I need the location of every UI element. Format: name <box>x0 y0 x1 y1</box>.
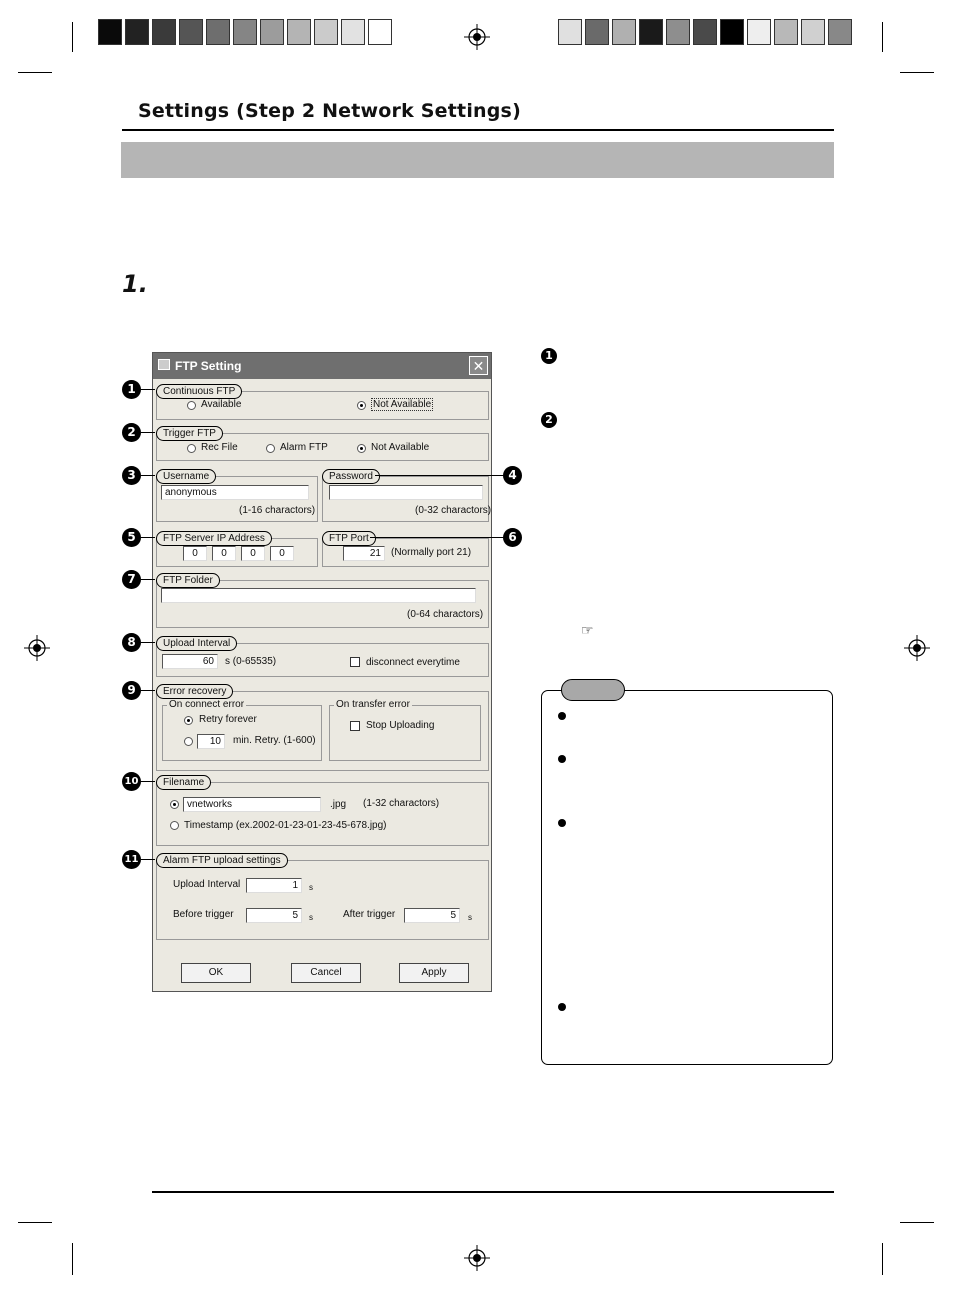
dialog-title: FTP Setting <box>175 359 242 373</box>
callout-9: 9 <box>122 681 141 700</box>
crop-mark <box>72 22 73 52</box>
color-swatch <box>233 19 257 45</box>
ftp-port-label: FTP Port <box>322 531 376 546</box>
continuous-available-radio[interactable] <box>187 401 196 410</box>
retry-forever-radio[interactable] <box>184 716 193 725</box>
leader-line <box>141 389 155 390</box>
color-swatch <box>260 19 284 45</box>
close-button[interactable]: ✕ <box>469 356 488 375</box>
password-input[interactable] <box>329 485 483 500</box>
after-trigger-input[interactable]: 5 <box>404 908 460 923</box>
registration-mark-icon <box>24 635 50 661</box>
leader-line <box>141 432 155 433</box>
dialog-titlebar <box>153 353 491 379</box>
retry-minutes-radio[interactable] <box>184 737 193 746</box>
transfer-error-subgroup <box>329 705 481 761</box>
filename-custom-radio[interactable] <box>170 800 179 809</box>
callout-3: 3 <box>122 466 141 485</box>
ftp-folder-label: FTP Folder <box>156 573 220 588</box>
color-swatch <box>125 19 149 45</box>
color-swatch <box>206 19 230 45</box>
ftp-port-hint: (Normally port 21) <box>391 547 472 558</box>
alarm-upload-interval-label: Upload Interval <box>173 879 241 890</box>
filename-input[interactable]: vnetworks <box>183 797 321 812</box>
crop-mark <box>72 1243 73 1275</box>
disconnect-everytime-label: disconnect everytime <box>366 657 460 668</box>
color-swatch <box>666 19 690 45</box>
callout-10: 10 <box>122 772 141 791</box>
bullet-icon <box>558 755 566 763</box>
callout-11: 11 <box>122 850 141 869</box>
leader-line <box>141 690 155 691</box>
ip-octet-3[interactable]: 0 <box>241 546 265 561</box>
crop-mark <box>882 1243 883 1275</box>
ftp-folder-input[interactable] <box>161 588 476 603</box>
page-title: Settings (Step 2 Network Settings) <box>138 100 521 122</box>
stop-uploading-label: Stop Uploading <box>366 720 435 731</box>
alarm-upload-interval-input[interactable]: 1 <box>246 878 302 893</box>
step-number: 1. <box>122 270 148 298</box>
color-swatch <box>368 19 392 45</box>
error-recovery-label: Error recovery <box>156 684 233 699</box>
callout-4: 4 <box>503 466 522 485</box>
after-trigger-unit: s <box>468 913 472 922</box>
trigger-ftp-label: Trigger FTP <box>156 426 223 441</box>
ftp-setting-dialog <box>152 352 492 992</box>
username-label: Username <box>156 469 216 484</box>
section-band <box>121 142 834 178</box>
trigger-not-available-label: Not Available <box>371 442 430 453</box>
color-swatch <box>179 19 203 45</box>
transfer-error-label: On transfer error <box>336 699 410 710</box>
password-hint: (0-32 charactors) <box>415 505 492 516</box>
stop-uploading-checkbox[interactable] <box>350 721 360 731</box>
trigger-alarm-ftp-label: Alarm FTP <box>280 442 328 453</box>
alarm-ftp-label: Alarm FTP upload settings <box>156 853 288 868</box>
crop-mark <box>18 1222 52 1223</box>
leader-line <box>375 475 505 476</box>
ip-octet-4[interactable]: 0 <box>270 546 294 561</box>
bullet-icon <box>558 1003 566 1011</box>
color-swatch <box>747 19 771 45</box>
crop-mark <box>900 1222 934 1223</box>
after-trigger-label: After trigger <box>343 909 396 920</box>
ftp-server-ip-label: FTP Server IP Address <box>156 531 272 546</box>
password-label: Password <box>322 469 380 484</box>
before-trigger-input[interactable]: 5 <box>246 908 302 923</box>
color-swatch <box>693 19 717 45</box>
username-hint: (1-16 charactors) <box>239 505 316 516</box>
continuous-not-available-radio[interactable] <box>357 401 366 410</box>
note-box <box>541 690 833 1065</box>
cancel-button[interactable]: Cancel <box>291 963 361 983</box>
callout-2: 2 <box>122 423 141 442</box>
color-swatch <box>558 19 582 45</box>
registration-mark-icon <box>464 1245 490 1271</box>
leader-line <box>370 537 505 538</box>
color-swatch <box>152 19 176 45</box>
note-tab <box>561 679 625 701</box>
color-swatch <box>287 19 311 45</box>
continuous-available-label: Available <box>201 399 242 410</box>
crop-mark <box>900 72 934 73</box>
side-marker-1: 1 <box>541 348 557 364</box>
title-rule <box>122 129 834 131</box>
reference-hand-icon: ☞ <box>581 622 594 638</box>
leader-line <box>141 537 155 538</box>
bullet-icon <box>558 819 566 827</box>
filename-timestamp-radio[interactable] <box>170 821 179 830</box>
apply-button[interactable]: Apply <box>399 963 469 983</box>
retry-minutes-input[interactable]: 10 <box>197 734 225 749</box>
trigger-not-available-radio[interactable] <box>357 444 366 453</box>
alarm-upload-interval-unit: s <box>309 883 313 892</box>
color-swatch <box>585 19 609 45</box>
upload-interval-unit: s (0-65535) <box>225 656 277 667</box>
ip-octet-1[interactable]: 0 <box>183 546 207 561</box>
callout-7: 7 <box>122 570 141 589</box>
ip-octet-2[interactable]: 0 <box>212 546 236 561</box>
callout-5: 5 <box>122 528 141 547</box>
leader-line <box>141 475 155 476</box>
alarm-ftp-group <box>156 860 489 940</box>
color-swatch <box>639 19 663 45</box>
color-swatch <box>341 19 365 45</box>
upload-interval-label: Upload Interval <box>156 636 237 651</box>
trigger-rec-file-radio[interactable] <box>187 444 196 453</box>
connect-error-label: On connect error <box>169 699 245 710</box>
before-trigger-unit: s <box>309 913 313 922</box>
filename-label: Filename <box>156 775 211 790</box>
color-swatch <box>801 19 825 45</box>
color-swatch <box>774 19 798 45</box>
ftp-folder-hint: (0-64 charactors) <box>407 609 484 620</box>
retry-forever-label: Retry forever <box>199 714 257 725</box>
color-swatch <box>98 19 122 45</box>
footer-rule <box>152 1191 834 1193</box>
disconnect-everytime-checkbox[interactable] <box>350 657 360 667</box>
before-trigger-label: Before trigger <box>173 909 234 920</box>
retry-minutes-label: min. Retry. (1-600) <box>233 735 316 746</box>
side-marker-2: 2 <box>541 412 557 428</box>
ok-button[interactable]: OK <box>181 963 251 983</box>
callout-8: 8 <box>122 633 141 652</box>
crop-mark <box>882 22 883 52</box>
username-input[interactable]: anonymous <box>161 485 309 500</box>
trigger-rec-file-label: Rec File <box>201 442 238 453</box>
leader-line <box>141 579 155 580</box>
crop-mark <box>18 72 52 73</box>
registration-mark-icon <box>904 635 930 661</box>
ftp-port-input[interactable]: 21 <box>343 546 385 561</box>
filename-extension: .jpg <box>330 799 347 810</box>
window-icon <box>158 359 170 370</box>
callout-1: 1 <box>122 380 141 399</box>
continuous-not-available-label: Not Available <box>373 399 432 410</box>
leader-line <box>141 642 155 643</box>
trigger-alarm-ftp-radio[interactable] <box>266 444 275 453</box>
continuous-ftp-label: Continuous FTP <box>156 384 242 399</box>
filename-hint: (1-32 charactors) <box>363 798 440 809</box>
filename-group <box>156 782 489 846</box>
leader-line <box>141 781 155 782</box>
color-swatch <box>720 19 744 45</box>
bullet-icon <box>558 712 566 720</box>
registration-mark-icon <box>464 24 490 50</box>
upload-interval-input[interactable]: 60 <box>162 654 218 669</box>
leader-line <box>141 859 155 860</box>
color-swatch <box>828 19 852 45</box>
filename-timestamp-label: Timestamp (ex.2002-01-23-01-23-45-678.jpg) <box>184 820 387 831</box>
callout-6: 6 <box>503 528 522 547</box>
color-swatch <box>314 19 338 45</box>
color-swatch <box>612 19 636 45</box>
